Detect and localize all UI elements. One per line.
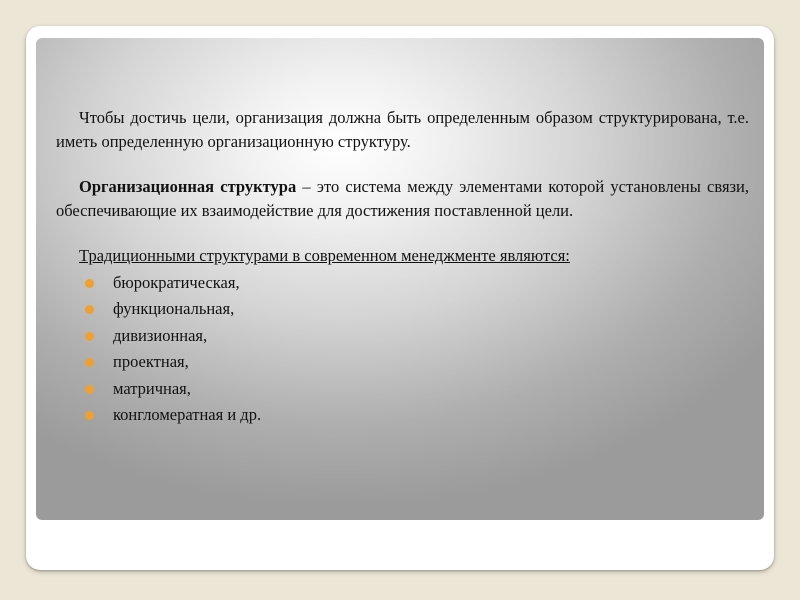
definition-term: Организационная структура: [79, 177, 297, 196]
bullet-icon: [85, 305, 94, 314]
list-item-label: проектная,: [113, 352, 189, 371]
intro-paragraph: Чтобы достичь цели, организация должна быть определенным образом структурирована, т.е. иметь определенную организационную структуру.: [56, 108, 749, 151]
definition-text: – это система между элементами которой установлены связи, обеспечивающие их взаимодействие для достижения поставленной цели.: [56, 177, 750, 220]
list-item: [56, 349, 749, 376]
list-item: [56, 323, 749, 350]
list-item: [56, 296, 749, 323]
list-item-label: матричная,: [113, 378, 191, 398]
list-item: [56, 376, 749, 403]
list-item-label: конгломератная и др.: [113, 405, 262, 424]
list-item-label: функциональная,: [113, 299, 235, 318]
list-item-label: бюрократическая,: [113, 272, 240, 292]
definition-paragraph: [56, 175, 749, 222]
structures-list-title: Традиционными структурами в современном менеджменте являются:: [79, 246, 570, 265]
bullet-icon: [85, 411, 94, 420]
list-item-label: дивизионная,: [113, 325, 208, 345]
bullet-icon: [85, 279, 94, 288]
slide-content: [56, 106, 749, 429]
structures-list: [56, 270, 749, 429]
bullet-icon: [85, 358, 94, 367]
bullet-icon: [85, 385, 94, 394]
list-item: [56, 270, 749, 297]
list-item: [56, 402, 749, 429]
bullet-icon: [85, 332, 94, 341]
